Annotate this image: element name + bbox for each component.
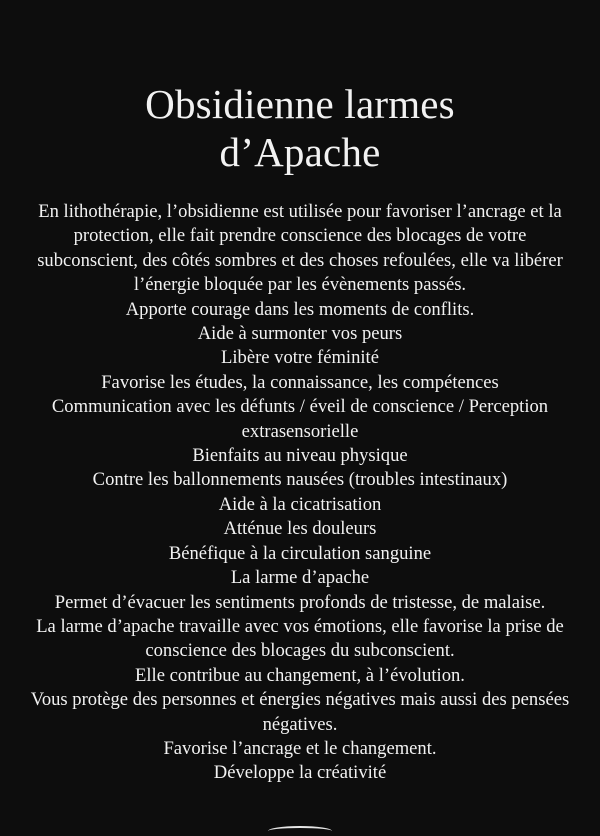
home-indicator-arc [268, 826, 332, 836]
text-line: Aide à surmonter vos peurs [197, 323, 403, 345]
text-line: La larme d’apache travaille avec vos émotions, elle favorise la prise de conscience des blocages du subconscient. [36, 615, 564, 662]
intro-paragraph: En lithothérapie, l’obsidienne est utilisée pour favoriser l’ancrage et la protection, elle fait prendre conscience des blocages de votre subconscient, des côtés sombres et des choses refoulées, elle va libérer l’énergie bloquée par les évènements passés. [37, 201, 563, 296]
text-line: Libère votre féminité [221, 347, 379, 369]
text-line: Bienfaits au niveau physique [192, 445, 408, 467]
text-line: Favorise l’ancrage et le changement. [163, 737, 437, 759]
text-line: Communication avec les défunts / éveil de conscience / Perception extrasensorielle [51, 396, 549, 442]
text-line: Elle contribue au changement, à l’évolution. [135, 664, 465, 686]
text-line: La larme d’apache [230, 567, 370, 589]
text-line: Développe la créativité [213, 762, 387, 784]
text-line: Vous protège des personnes et énergies négatives mais aussi des pensées négatives. [30, 689, 570, 735]
description-text [22, 200, 578, 786]
text-line: Favorise les études, la connaissance, les compétences [101, 371, 499, 393]
text-line: Contre les ballonnements nausées (troubles intestinaux) [92, 469, 508, 491]
text-line: Aide à la cicatrisation [218, 493, 382, 515]
text-line: Bénéfique à la circulation sanguine [168, 542, 432, 564]
title-line-2: d’Apache [219, 129, 381, 175]
text-line: Apporte courage dans les moments de conflits. [125, 298, 475, 320]
title-line-1: Obsidienne larmes [145, 81, 455, 127]
text-line: Permet d’évacuer les sentiments profonds de tristesse, de malaise. [54, 591, 546, 613]
page-title [22, 80, 578, 176]
text-line: Atténue les douleurs [223, 518, 377, 540]
